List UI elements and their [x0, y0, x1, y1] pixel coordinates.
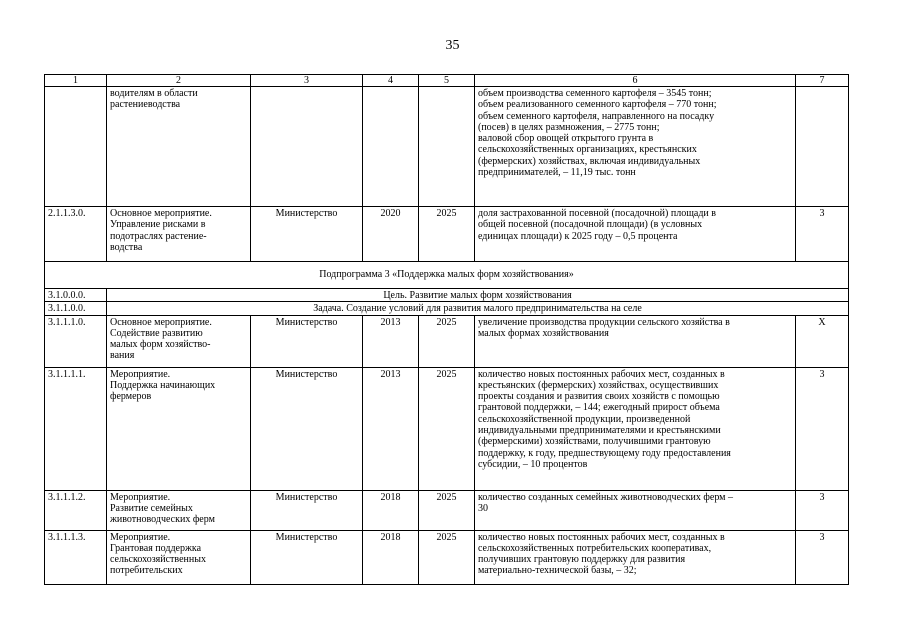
header-cell: 3	[251, 75, 363, 87]
executor-cell	[251, 87, 363, 207]
program-table	[44, 74, 849, 585]
header-row	[45, 75, 849, 87]
table-row	[45, 315, 849, 367]
result-cell: объем производства семенного картофеля – 3545 тонн; объем реализованного семенного картофеля – 770 тонн; объем семенного картофеля, направленного на посадку (посев) в целях размножения, – 2775 тонн; валовой сбор овощей открытого грунта в сельскохозяйственных организациях, крестьянских (фермерских) хозяйствах, включая индивидуальных предпринимателей, – 11,19 тыс. тонн	[475, 87, 796, 207]
executor-cell: Министерство	[251, 490, 363, 530]
result-cell: количество новых постоянных рабочих мест, созданных в сельскохозяйственных потребительских кооперативах, получивших грантовую поддержку для развития материально-технической базы, – 32;	[475, 530, 796, 584]
header-cell: 4	[363, 75, 419, 87]
start-year-cell: 2020	[363, 207, 419, 262]
header-cell: 1	[45, 75, 107, 87]
indicator-cell: 3	[796, 207, 849, 262]
executor-cell: Министерство	[251, 315, 363, 367]
header-cell: 2	[107, 75, 251, 87]
executor-cell: Министерство	[251, 367, 363, 490]
result-cell: количество новых постоянных рабочих мест, созданных в крестьянских (фермерских) хозяйствах, осуществивших проекты создания и развития своих хозяйств с помощью грантовой поддержки, – 144; ежегодный прирост объема сельскохозяйственной продукции, произведенной индивидуальными предпринимателями и крестьянскими (фермерскими) хозяйствами, получившими грантовую поддержку, к году, предшествующему году предоставления субсидии, – 10 процентов	[475, 367, 796, 490]
executor-cell: Министерство	[251, 530, 363, 584]
code-cell: 3.1.1.1.3.	[45, 530, 107, 584]
indicator-cell: 3	[796, 367, 849, 490]
header-cell: 6	[475, 75, 796, 87]
activity-cell: Мероприятие. Развитие семейных животноводческих ферм	[107, 490, 251, 530]
table-row	[45, 530, 849, 584]
header-cell: 5	[419, 75, 475, 87]
activity-cell: Основное мероприятие. Содействие развитию малых форм хозяйство- вания	[107, 315, 251, 367]
end-year-cell: 2025	[419, 530, 475, 584]
task-text: Задача. Создание условий для развития малого предпринимательства на селе	[107, 302, 849, 315]
end-year-cell: 2025	[419, 367, 475, 490]
task-row	[45, 302, 849, 315]
page-number: 35	[445, 38, 460, 53]
code-cell	[45, 87, 107, 207]
indicator-cell: 3	[796, 490, 849, 530]
subprogram-title: Подпрограмма 3 «Поддержка малых форм хозяйствования»	[45, 262, 849, 289]
subprogram-row	[45, 262, 849, 289]
end-year-cell	[419, 87, 475, 207]
activity-cell: Мероприятие. Грантовая поддержка сельскохозяйственных потребительских	[107, 530, 251, 584]
start-year-cell: 2013	[363, 367, 419, 490]
goal-code: 3.1.0.0.0.	[45, 289, 107, 302]
result-cell: доля застрахованной посевной (посадочной) площади в общей посевной (посадочной площади) (в условных единицах площади) к 2025 году – 0,5 процента	[475, 207, 796, 262]
code-cell: 3.1.1.1.0.	[45, 315, 107, 367]
task-code: 3.1.1.0.0.	[45, 302, 107, 315]
code-cell: 3.1.1.1.1.	[45, 367, 107, 490]
executor-cell: Министерство	[251, 207, 363, 262]
activity-cell: Основное мероприятие. Управление рисками в подотраслях растение- водства	[107, 207, 251, 262]
goal-text: Цель. Развитие малых форм хозяйствования	[107, 289, 849, 302]
activity-cell: Мероприятие. Поддержка начинающих фермеров	[107, 367, 251, 490]
start-year-cell: 2018	[363, 490, 419, 530]
end-year-cell: 2025	[419, 207, 475, 262]
end-year-cell: 2025	[419, 315, 475, 367]
table-row	[45, 207, 849, 262]
start-year-cell	[363, 87, 419, 207]
activity-cell: водителям в области растениеводства	[107, 87, 251, 207]
result-cell: количество созданных семейных животноводческих ферм – 30	[475, 490, 796, 530]
table-row	[45, 87, 849, 207]
start-year-cell: 2013	[363, 315, 419, 367]
header-cell: 7	[796, 75, 849, 87]
table-row	[45, 490, 849, 530]
indicator-cell: 3	[796, 530, 849, 584]
code-cell: 3.1.1.1.2.	[45, 490, 107, 530]
result-cell: увеличение производства продукции сельского хозяйства в малых формах хозяйствования	[475, 315, 796, 367]
code-cell: 2.1.1.3.0.	[45, 207, 107, 262]
indicator-cell	[796, 87, 849, 207]
table-row	[45, 367, 849, 490]
indicator-cell: Х	[796, 315, 849, 367]
start-year-cell: 2018	[363, 530, 419, 584]
end-year-cell: 2025	[419, 490, 475, 530]
goal-row	[45, 289, 849, 302]
